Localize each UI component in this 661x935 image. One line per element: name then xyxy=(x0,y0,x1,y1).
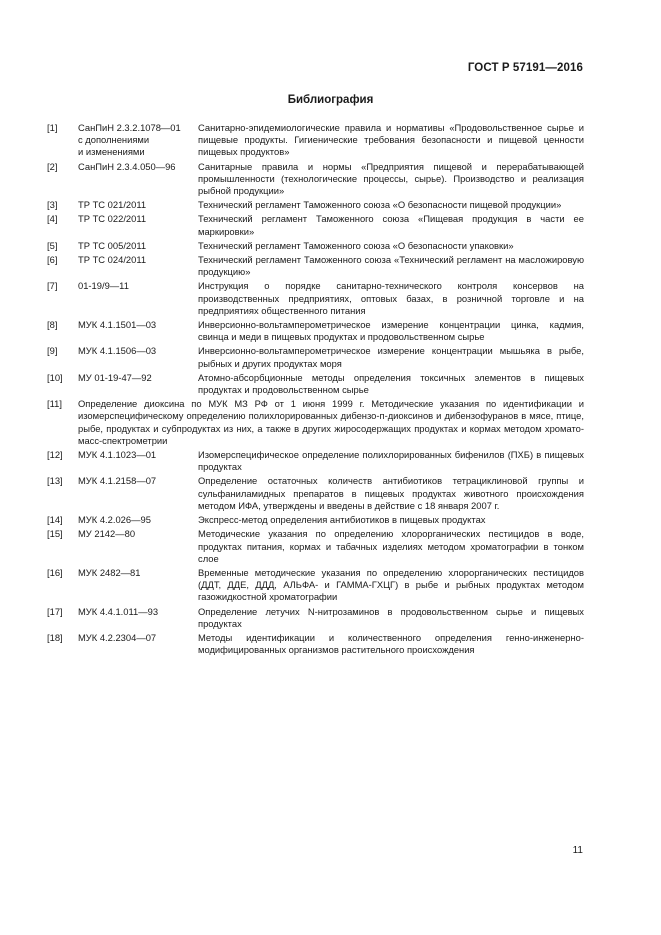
entry-number: [6] xyxy=(47,254,58,266)
entry-number: [8] xyxy=(47,319,58,331)
bibliography-entry xyxy=(47,254,584,278)
entry-code: ТР ТС 005/2011 xyxy=(78,239,147,251)
bibliography-entry xyxy=(47,475,584,512)
bibliography-entry xyxy=(47,398,584,447)
entry-number: [11] xyxy=(47,398,62,410)
entry-number: [9] xyxy=(47,345,58,357)
entry-description: Определение летучих N-нитрозаминов в продовольственном сырье и пищевых продуктах xyxy=(198,605,584,629)
document-code: ГОСТ Р 57191—2016 xyxy=(467,62,583,74)
entry-number: [18] xyxy=(47,631,63,643)
entry-description: Технический регламент Таможенного союза «О безопасности упаковки» xyxy=(198,239,514,251)
entry-code: СанПиН 2.3.2.1078—01 с дополнениями и изменениями xyxy=(78,122,181,158)
entry-number: [5] xyxy=(47,239,58,251)
bibliography-list xyxy=(47,122,584,658)
bibliography-entry xyxy=(47,632,584,656)
bibliography-entry xyxy=(47,319,584,343)
entry-description: Методы идентификации и количественного определения генно-инженерно-модифицированных организмов растительного происхождения xyxy=(198,631,584,656)
entry-code: МУК 4.1.2158—07 xyxy=(78,475,157,487)
bibliography-entry xyxy=(47,240,584,252)
entry-number: [4] xyxy=(47,213,58,225)
entry-description: Атомно-абсорбционные методы определения токсичных элементов в пищевых продуктах и продовольственном сырье xyxy=(198,371,584,396)
entry-description: Технический регламент Таможенного союза «О безопасности пищевой продукции» xyxy=(198,199,562,211)
entry-number: [3] xyxy=(47,199,58,211)
entry-description: Санитарно-эпидемиологические правила и нормативы «Продовольственное сырье и пищевые продукты. Гигиенические требования безопасности и пищевой ценности пищевых продуктов» xyxy=(198,122,584,158)
entry-code: МУК 4.1.1506—03 xyxy=(78,345,157,357)
entry-code: МУК 2482—81 xyxy=(78,566,141,578)
section-title: Библиография xyxy=(287,94,374,106)
entry-description: Технический регламент Таможенного союза «Пищевая продукция в части ее маркировки» xyxy=(198,213,584,237)
entry-code: МУК 4.1.1023—01 xyxy=(78,449,157,461)
bibliography-entry xyxy=(47,372,584,396)
entry-number: [14] xyxy=(47,514,63,526)
entry-description: Временные методические указания по определению хлорорганических пестицидов (ДДТ, ДДЕ, ДДД, АЛЬФА- и ГАММА-ГХЦГ) в рыбе и рыбных продуктах методом газожидкостной хроматографии xyxy=(198,566,584,603)
entry-description: Инверсионно-вольтамперометрическое измерение концентрации мышьяка в рыбе, рыбных и других продуктах моря xyxy=(198,345,584,369)
entry-code: СанПиН 2.3.4.050—96 xyxy=(78,160,176,172)
entry-code: МУК 4.4.1.011—93 xyxy=(78,605,159,617)
entry-number: [1] xyxy=(47,122,58,133)
entry-description: Определение диоксина по МУК МЗ РФ от 1 июня 1999 г. Методические указания по идентификации и изомерспецифическому определению полихлорированных дибензо-п-диоксинов и дибензофуранов в мясе, птице, рыбе, продуктах и субпродуктах из них, а также в других жиросодержащих продуктах и кормах методом хромато-масс-спектрометрии xyxy=(78,398,584,446)
bibliography-entry xyxy=(47,528,584,565)
bibliography-entry xyxy=(47,161,584,198)
entry-code: МУК 4.2.026—95 xyxy=(78,514,151,526)
bibliography-entry xyxy=(47,567,584,604)
entry-number: [7] xyxy=(47,280,58,292)
page-number: 11 xyxy=(572,845,583,856)
entry-description: Инструкция о порядке санитарно-технического контроля консервов на производственных предприятиях, оптовых базах, в розничной торговле и на предприятиях общественного питания xyxy=(198,280,584,316)
entry-number: [16] xyxy=(47,566,63,578)
bibliography-entry xyxy=(47,449,584,473)
entry-code: МУК 4.2.2304—07 xyxy=(78,631,157,643)
entry-number: [2] xyxy=(47,160,58,172)
entry-description: Экспресс-метод определения антибиотиков в пищевых продуктах xyxy=(198,514,486,526)
entry-number: [13] xyxy=(47,475,63,487)
bibliography-entry xyxy=(47,606,584,630)
entry-number: [10] xyxy=(47,371,63,383)
entry-description: Технический регламент Таможенного союза «Технический регламент на масложировую продукцию» xyxy=(198,254,584,278)
bibliography-entry xyxy=(47,213,584,237)
entry-code: 01-19/9—11 xyxy=(78,280,129,292)
entry-description: Методические указания по определению хлорорганических пестицидов в воде, продуктах питания, кормах и табачных изделиях методом хроматографии в тонком слое xyxy=(198,528,584,564)
entry-code: МУ 2142—80 xyxy=(78,528,136,540)
entry-number: [12] xyxy=(47,449,63,461)
entry-code: ТР ТС 024/2011 xyxy=(78,254,147,266)
entry-code: ТР ТС 022/2011 xyxy=(78,213,147,225)
bibliography-entry xyxy=(47,345,584,369)
entry-code: МУК 4.1.1501—03 xyxy=(78,319,157,331)
bibliography-entry xyxy=(47,514,584,526)
entry-number: [15] xyxy=(47,528,63,540)
bibliography-entry xyxy=(47,199,584,211)
bibliography-entry xyxy=(47,280,584,317)
entry-code: ТР ТС 021/2011 xyxy=(78,199,147,211)
entry-description: Санитарные правила и нормы «Предприятия пищевой и перерабатывающей промышленности (технологические процессы, сырье). Производство и реализация рыбной продукции» xyxy=(198,160,584,197)
entry-description: Изомерспецифическое определение полихлорированных бифенилов (ПХБ) в пищевых продуктах xyxy=(198,449,584,473)
entry-number: [17] xyxy=(47,605,63,617)
entry-description: Определение остаточных количеств антибиотиков тетрациклиновой группы и сульфаниламидных препаратов в пищевых продуктах животного происхождения методом ИФА, утверждены и введены в действие с 18 января 2007 г. xyxy=(198,475,584,511)
bibliography-entry xyxy=(47,122,584,159)
entry-code: МУ 01-19-47—92 xyxy=(78,371,152,383)
entry-description: Инверсионно-вольтамперометрическое измерение концентрации цинка, кадмия, свинца и меди в пищевых продуктах и продовольственном сырье xyxy=(198,319,584,343)
